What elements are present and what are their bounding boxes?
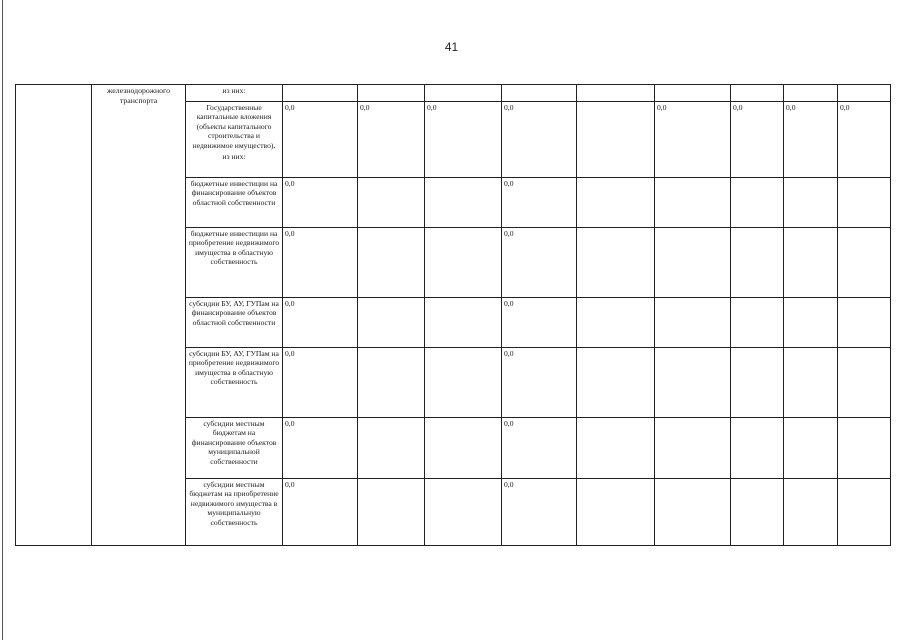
table-cell — [358, 85, 425, 102]
value-cell — [731, 178, 784, 228]
value-cell — [655, 348, 731, 418]
value-cell: 0,0 — [425, 102, 502, 178]
value-cell — [655, 418, 731, 479]
value-cell: 0,0 — [283, 228, 358, 298]
table-cell — [283, 85, 358, 102]
value-cell — [838, 298, 891, 348]
value-cell — [358, 479, 425, 546]
row-label: субсидии местным бюджетам на финансирование объектов муниципальной собственности — [191, 419, 277, 466]
value-cell — [838, 479, 891, 546]
value-cell — [655, 178, 731, 228]
value-cell — [425, 479, 502, 546]
value-cell: 0,0 — [358, 102, 425, 178]
row-label: субсидии местным бюджетам на приобретение недвижимого имущества в муниципальную собственность — [189, 480, 279, 527]
value-cell — [655, 228, 731, 298]
value-cell — [358, 418, 425, 479]
value-cell — [784, 479, 838, 546]
value-cell: 0,0 — [502, 348, 577, 418]
value-cell — [784, 348, 838, 418]
row-label-cell — [186, 228, 283, 298]
row-label-cell — [186, 298, 283, 348]
budget-table — [15, 84, 891, 546]
row-label: субсидии БУ, АУ, ГУПам на финансирование объектов областной собственности — [189, 299, 279, 327]
value-cell — [358, 298, 425, 348]
value-cell — [784, 298, 838, 348]
value-cell — [731, 228, 784, 298]
value-cell: 0,0 — [283, 102, 358, 178]
table-cell — [731, 85, 784, 102]
value-cell — [577, 102, 655, 178]
table-cell — [577, 85, 655, 102]
value-cell — [838, 178, 891, 228]
value-cell: 0,0 — [283, 479, 358, 546]
value-cell — [358, 178, 425, 228]
row-label-cell — [186, 479, 283, 546]
value-cell — [731, 298, 784, 348]
value-cell — [784, 178, 838, 228]
value-cell: 0,0 — [502, 298, 577, 348]
value-cell: 0,0 — [838, 102, 891, 178]
value-cell: 0,0 — [731, 102, 784, 178]
value-cell — [838, 228, 891, 298]
table-cell — [655, 85, 731, 102]
row-label: Государственные капитальные вложения (объекты капитального строительства и недвижимое имущество), — [192, 103, 276, 150]
value-cell — [425, 178, 502, 228]
value-cell — [784, 418, 838, 479]
value-cell: 0,0 — [784, 102, 838, 178]
value-cell — [577, 178, 655, 228]
value-cell — [838, 348, 891, 418]
value-cell: 0,0 — [283, 418, 358, 479]
value-cell — [655, 479, 731, 546]
value-cell — [577, 418, 655, 479]
value-cell — [425, 348, 502, 418]
value-cell — [577, 479, 655, 546]
blank-cell — [16, 85, 92, 546]
value-cell — [731, 348, 784, 418]
value-cell — [425, 418, 502, 479]
value-cell: 0,0 — [502, 418, 577, 479]
section-title: железнодорожного транспорта — [92, 85, 186, 546]
value-cell: 0,0 — [283, 298, 358, 348]
table-cell — [838, 85, 891, 102]
row-label-cell — [186, 178, 283, 228]
row-label-cell — [186, 418, 283, 479]
value-cell: 0,0 — [502, 178, 577, 228]
value-cell — [425, 228, 502, 298]
value-cell: 0,0 — [655, 102, 731, 178]
value-cell: 0,0 — [502, 479, 577, 546]
value-cell — [731, 479, 784, 546]
page-number: 41 — [444, 40, 459, 54]
page-edge-line — [2, 0, 3, 640]
header-label: из них: — [186, 85, 283, 102]
row-label: бюджетные инвестиции на финансирование объектов областной собственности — [190, 179, 278, 207]
row-label: субсидии БУ, АУ, ГУПам на приобретение недвижимого имущества в областную собственность — [188, 349, 280, 387]
value-cell: 0,0 — [502, 102, 577, 178]
value-cell: 0,0 — [283, 178, 358, 228]
value-cell: 0,0 — [283, 348, 358, 418]
row-sub-label: из них: — [222, 152, 246, 162]
row-label: бюджетные инвестиции на приобретение недвижимого имущества в областную собственность — [188, 229, 280, 267]
value-cell: 0,0 — [502, 228, 577, 298]
table-cell — [425, 85, 502, 102]
table-cell — [502, 85, 577, 102]
value-cell — [425, 298, 502, 348]
value-cell — [838, 418, 891, 479]
value-cell — [731, 418, 784, 479]
table-cell — [784, 85, 838, 102]
value-cell — [577, 228, 655, 298]
value-cell — [577, 348, 655, 418]
table-header-row — [16, 85, 891, 102]
value-cell — [655, 298, 731, 348]
value-cell — [784, 228, 838, 298]
value-cell — [358, 228, 425, 298]
row-label-cell — [186, 102, 283, 178]
value-cell — [577, 298, 655, 348]
row-label-cell — [186, 348, 283, 418]
value-cell — [358, 348, 425, 418]
